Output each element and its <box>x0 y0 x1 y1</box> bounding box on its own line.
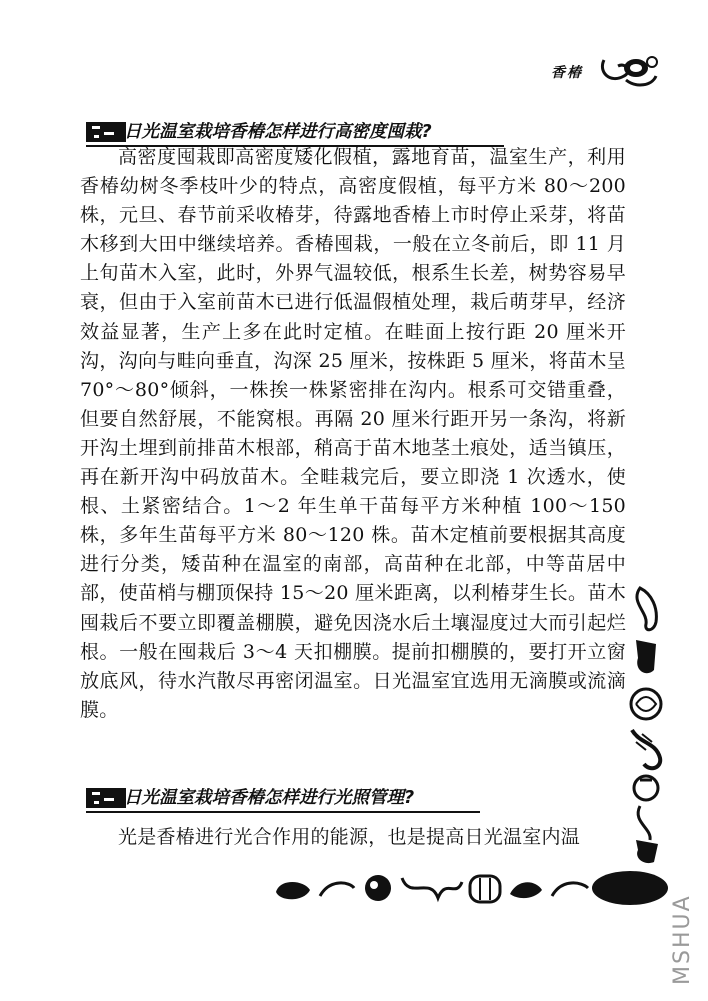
body-paragraph: 光是香椿进行光合作用的能源，也是提高日光温室内温 <box>118 826 581 848</box>
vegetable-column-icon <box>626 582 668 864</box>
vegetable-cluster-icon <box>596 50 660 90</box>
heading-badge-icon <box>86 788 126 808</box>
running-header-title: 香椿 <box>551 65 583 81</box>
heading-underline <box>86 811 480 813</box>
vegetable-row-icon <box>270 868 670 908</box>
body-paragraph: 高密度囤栽即高密度矮化假植，露地育苗，温室生产，利用香椿幼树冬季枝叶少的特点，高密度假植，每平方米 80～200 株，元旦、春节前采收椿芽，待露地香椿上市时停止采芽，将苗木移到大田中继续培养。香椿囤栽，一般在立冬前后，即 11 月上旬苗木入室，此时，外界气温较低，根系生长差，树势容易早衰，但由于入室前苗木已进行低温假植处理，栽后萌芽早，经济效益显著，生产上多在此时定植。在畦面上按行距 20 厘米开沟，沟向与畦向垂直，沟深 25 厘米，按株距 5 厘米，将苗木呈 70°～80°倾斜，一株挨一株紧密排在沟内。根系可交错重叠，但要自然舒展，不能窝根。再隔 20 厘米行距开另一条沟，将新开沟土埋到前排苗木根部，稍高于苗木地茎土痕处，适当镇压，再在新开沟中码放苗木。全畦栽完后，要立即浇 1 次透水，使根、土紧密结合。1～2 年生单干苗每平方米种植 100～150 株，多年生苗每平方米 80～120 株。苗木定植前要根据其高度进行分类，矮苗种在温室的南部，高苗种在北部，中等苗居中部，使苗梢与棚顶保持 15～20 厘米距离，以利椿芽生长。苗木囤栽后不要立即覆盖棚膜，避免因浇水后土壤湿度过大而引起烂根。一般在囤栽后 3～4 天扣棚膜。提前扣棚膜的，要打开立窗放底风，待水汽散尽再密闭温室。日光温室宜选用无滴膜或流滴膜。 <box>80 146 626 721</box>
section-heading <box>86 782 526 812</box>
watermark-text: MSHUA <box>670 894 695 985</box>
section-heading <box>86 116 526 146</box>
heading-text: 日光温室栽培香椿怎样进行光照管理? <box>124 788 415 808</box>
heading-badge-icon <box>86 122 126 142</box>
heading-text: 日光温室栽培香椿怎样进行高密度囤栽? <box>124 122 432 142</box>
